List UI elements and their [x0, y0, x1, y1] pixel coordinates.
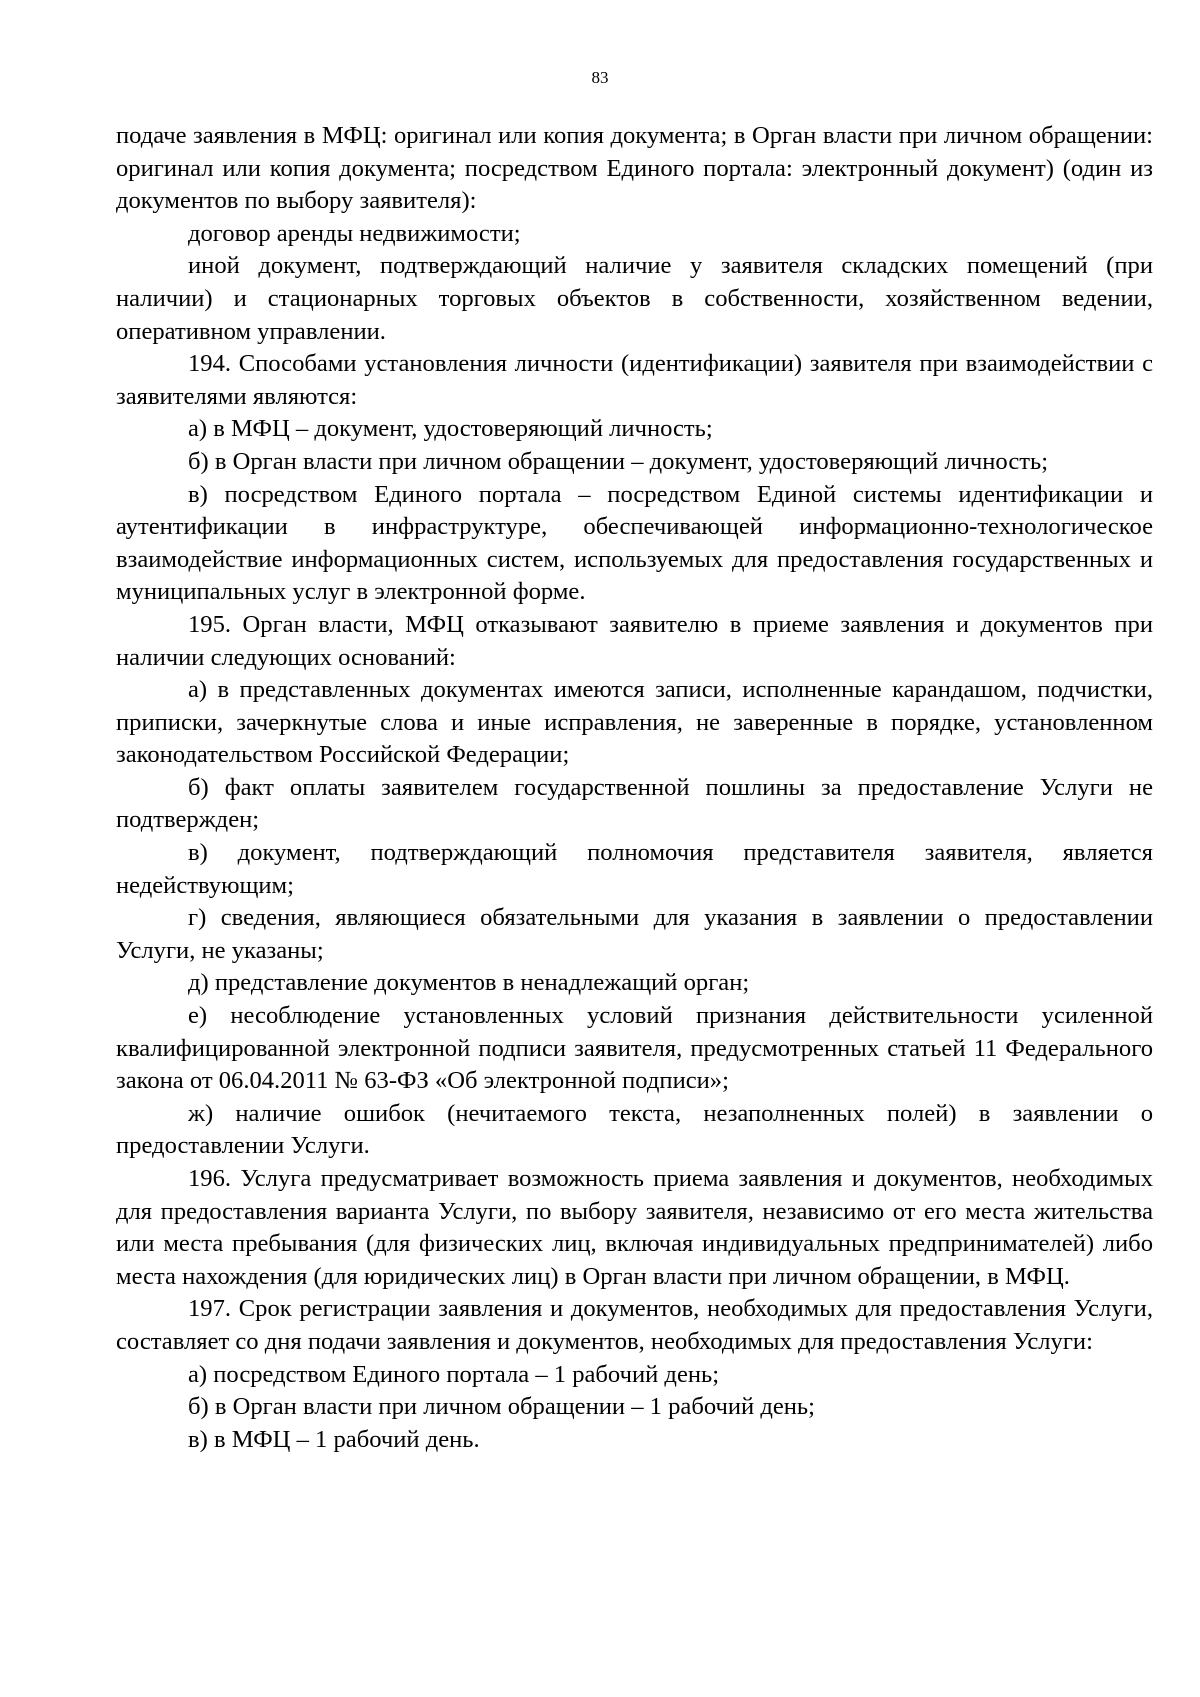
paragraph-item: г) сведения, являющиеся обязательными для указания в заявлении о предоставлении Услуги, не указаны; [116, 904, 1153, 964]
paragraph-item: а) в представленных документах имеются записи, исполненные карандашом, подчистки, приписки, зачеркнутые слова и иные исправления, не заверенные в порядке, установленном законодательством Российской Федерации; [116, 676, 1153, 769]
paragraph-item: в) посредством Единого портала – посредством Единой системы идентификации и аутентификации в инфраструктуре, обеспечивающей информационно-технологическое взаимодействие информационных систем, используемых для предоставления государственных и муниципальных услуг в электронной форме. [116, 480, 1153, 606]
paragraph-item: в) в МФЦ – 1 рабочий день. [188, 1425, 480, 1453]
paragraph-item: д) представление документов в ненадлежащий орган; [188, 969, 750, 997]
paragraph-continuation: подаче заявления в МФЦ: оригинал или копия документа; в Орган власти при личном обращении: оригинал или копия документа; посредством Единого портала: электронный документ) (один из документов по выбору заявителя): [116, 122, 1153, 215]
paragraph-item: в) документ, подтверждающий полномочия представителя заявителя, является недействующим; [116, 839, 1153, 899]
document-body [116, 120, 1153, 1456]
paragraph-item: б) в Орган власти при личном обращении – 1 рабочий день; [188, 1393, 815, 1421]
paragraph-item: е) несоблюдение установленных условий признания действительности усиленной квалифицированной электронной подписи заявителя, предусмотренных статьей 11 Федерального закона от 06.04.2011 № 63-ФЗ «Об электронной подписи»; [116, 1002, 1153, 1095]
paragraph-item: б) факт оплаты заявителем государственной пошлины за предоставление Услуги не подтвержден; [116, 773, 1153, 834]
paragraph-section-196: 196. Услуга предусматривает возможность приема заявления и документов, необходимых для предоставления варианта Услуги, по выбору заявителя, независимо от его места жительства или места пребывания (для физических лиц, включая индивидуальных предпринимателей) либо места нахождения (для юридических лиц) в Орган власти при личном обращении, в МФЦ. [116, 1165, 1153, 1290]
paragraph-item: а) в МФЦ – документ, удостоверяющий личность; [188, 415, 713, 443]
paragraph-item: а) посредством Единого портала – 1 рабочий день; [188, 1360, 720, 1388]
paragraph-item: б) в Орган власти при личном обращении – документ, удостоверяющий личность; [188, 447, 1049, 475]
paragraph-section-197: 197. Срок регистрации заявления и документов, необходимых для предоставления Услуги, составляет со дня подачи заявления и документов, необходимых для предоставления Услуги: [116, 1295, 1153, 1355]
paragraph-item: договор аренды недвижимости; [188, 219, 521, 247]
paragraph-item: иной документ, подтверждающий наличие у заявителя складских помещений (при наличии) и стационарных торговых объектов в собственности, хозяйственном ведении, оперативном управлении. [116, 252, 1153, 345]
paragraph-item: ж) наличие ошибок (нечитаемого текста, незаполненных полей) в заявлении о предоставлении Услуги. [116, 1099, 1153, 1160]
paragraph-section-194: 194. Способами установления личности (идентификации) заявителя при взаимодействии с заявителями являются: [116, 350, 1153, 410]
page-number: 83 [591, 68, 609, 87]
paragraph-section-195: 195. Орган власти, МФЦ отказывают заявителю в приеме заявления и документов при наличии следующих оснований: [116, 610, 1153, 671]
